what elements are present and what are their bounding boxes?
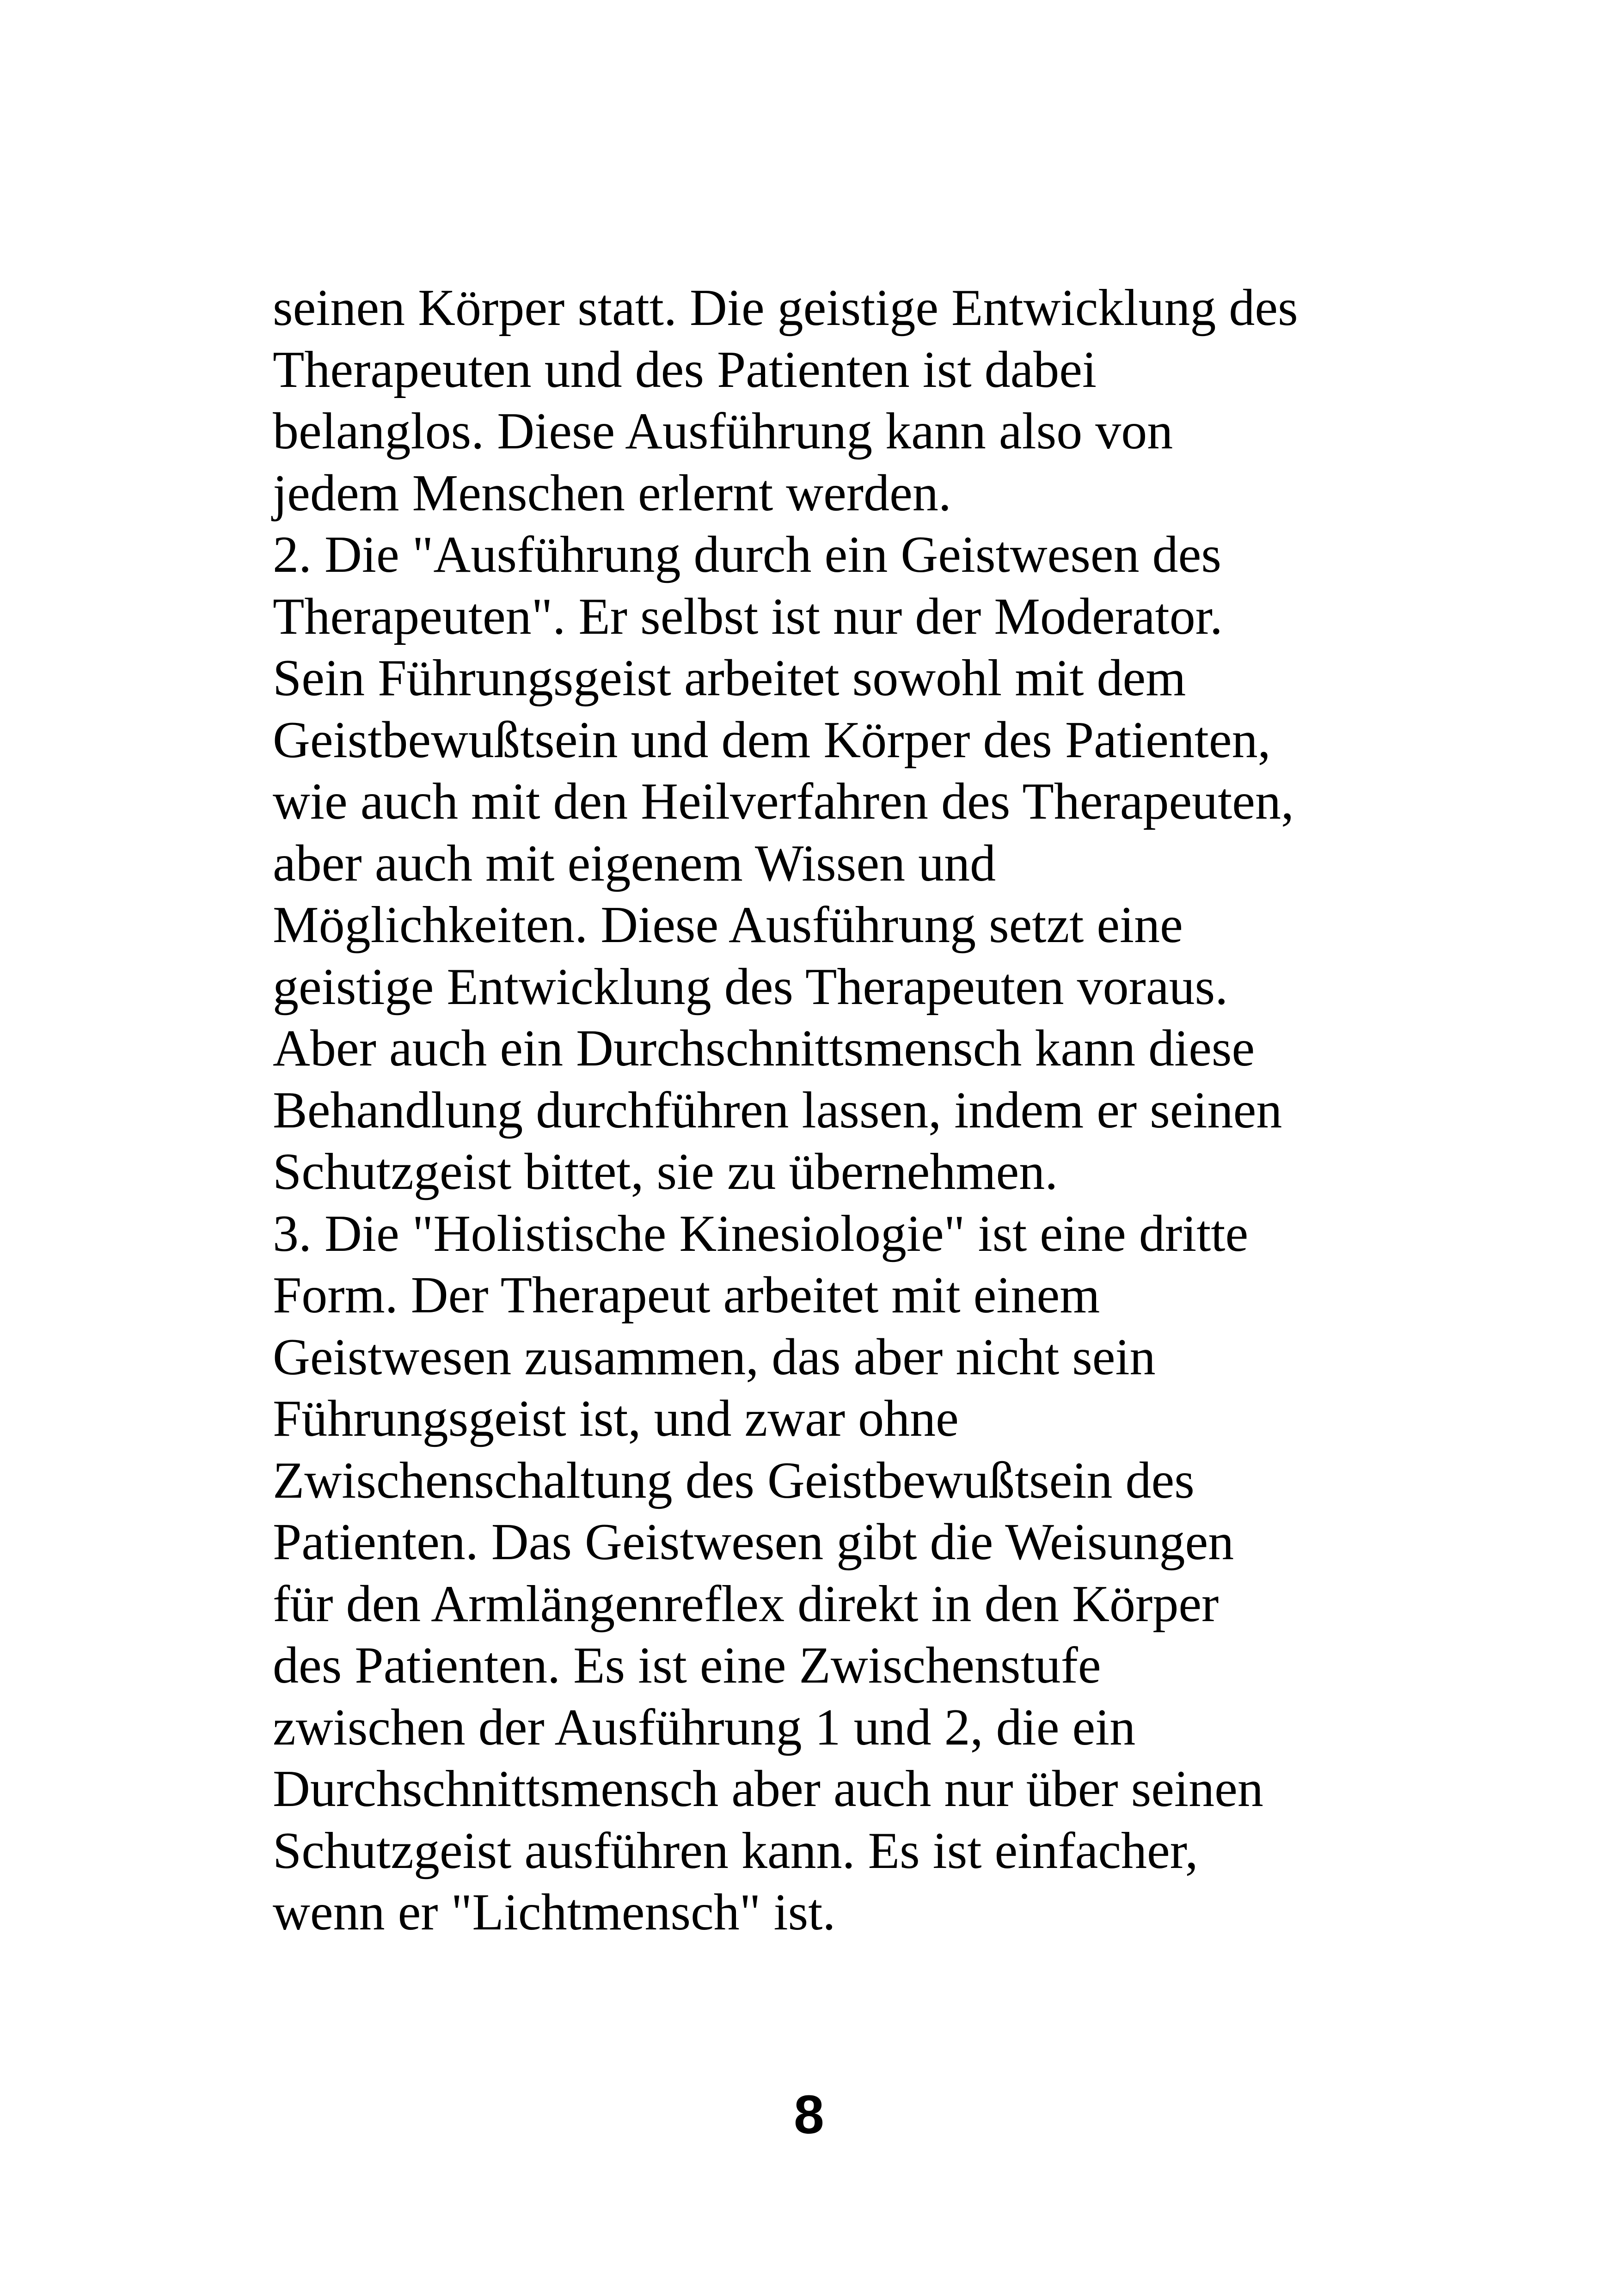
text-line: Schutzgeist ausführen kann. Es ist einfacher, [273, 1822, 1198, 1880]
text-line: belanglos. Diese Ausführung kann also von [273, 403, 1173, 460]
text-line: Möglichkeiten. Diese Ausführung setzt eine [273, 896, 1183, 954]
text-line: Zwischenschaltung des Geistbewußtsein des [273, 1451, 1195, 1509]
text-line: Geistwesen zusammen, das aber nicht sein [273, 1328, 1156, 1386]
text-line: Schutzgeist bittet, sie zu übernehmen. [273, 1143, 1058, 1200]
text-line: Therapeuten". Er selbst ist nur der Moderator. [273, 588, 1223, 645]
text-line: seinen Körper statt. Die geistige Entwicklung des [273, 279, 1298, 337]
text-line: Form. Der Therapeut arbeitet mit einem [273, 1267, 1100, 1324]
text-line: zwischen der Ausführung 1 und 2, die ein [273, 1698, 1136, 1756]
text-line: wie auch mit den Heilverfahren des Therapeuten, [273, 773, 1294, 830]
text-line: für den Armlängenreflex direkt in den Körper [273, 1575, 1219, 1633]
text-line: geistige Entwicklung des Therapeuten voraus. [273, 958, 1228, 1016]
text-line: Therapeuten und des Patienten ist dabei [273, 341, 1097, 398]
text-line: aber auch mit eigenem Wissen und [273, 834, 996, 892]
text-line: Aber auch ein Durchschnittsmensch kann diese [273, 1020, 1255, 1077]
text-line: Sein Führungsgeist arbeitet sowohl mit dem [273, 649, 1186, 707]
text-line: Durchschnittsmensch aber auch nur über seinen [273, 1760, 1263, 1818]
page-number: 8 [794, 2084, 824, 2145]
body-text [273, 277, 1382, 1944]
text-line: Patienten. Das Geistwesen gibt die Weisungen [273, 1513, 1234, 1571]
text-line: des Patienten. Es ist eine Zwischenstufe [273, 1637, 1101, 1694]
text-line: Behandlung durchführen lassen, indem er seinen [273, 1081, 1282, 1139]
text-line: wenn er "Lichtmensch" ist. [273, 1884, 836, 1941]
text-line: Führungsgeist ist, und zwar ohne [273, 1390, 959, 1447]
text-line: 3. Die "Holistische Kinesiologie" ist eine dritte [273, 1205, 1249, 1262]
text-line: Geistbewußtsein und dem Körper des Patienten, [273, 711, 1271, 769]
text-line: jedem Menschen erlernt werden. [273, 464, 951, 522]
text-line: 2. Die "Ausführung durch ein Geistwesen des [273, 526, 1221, 583]
